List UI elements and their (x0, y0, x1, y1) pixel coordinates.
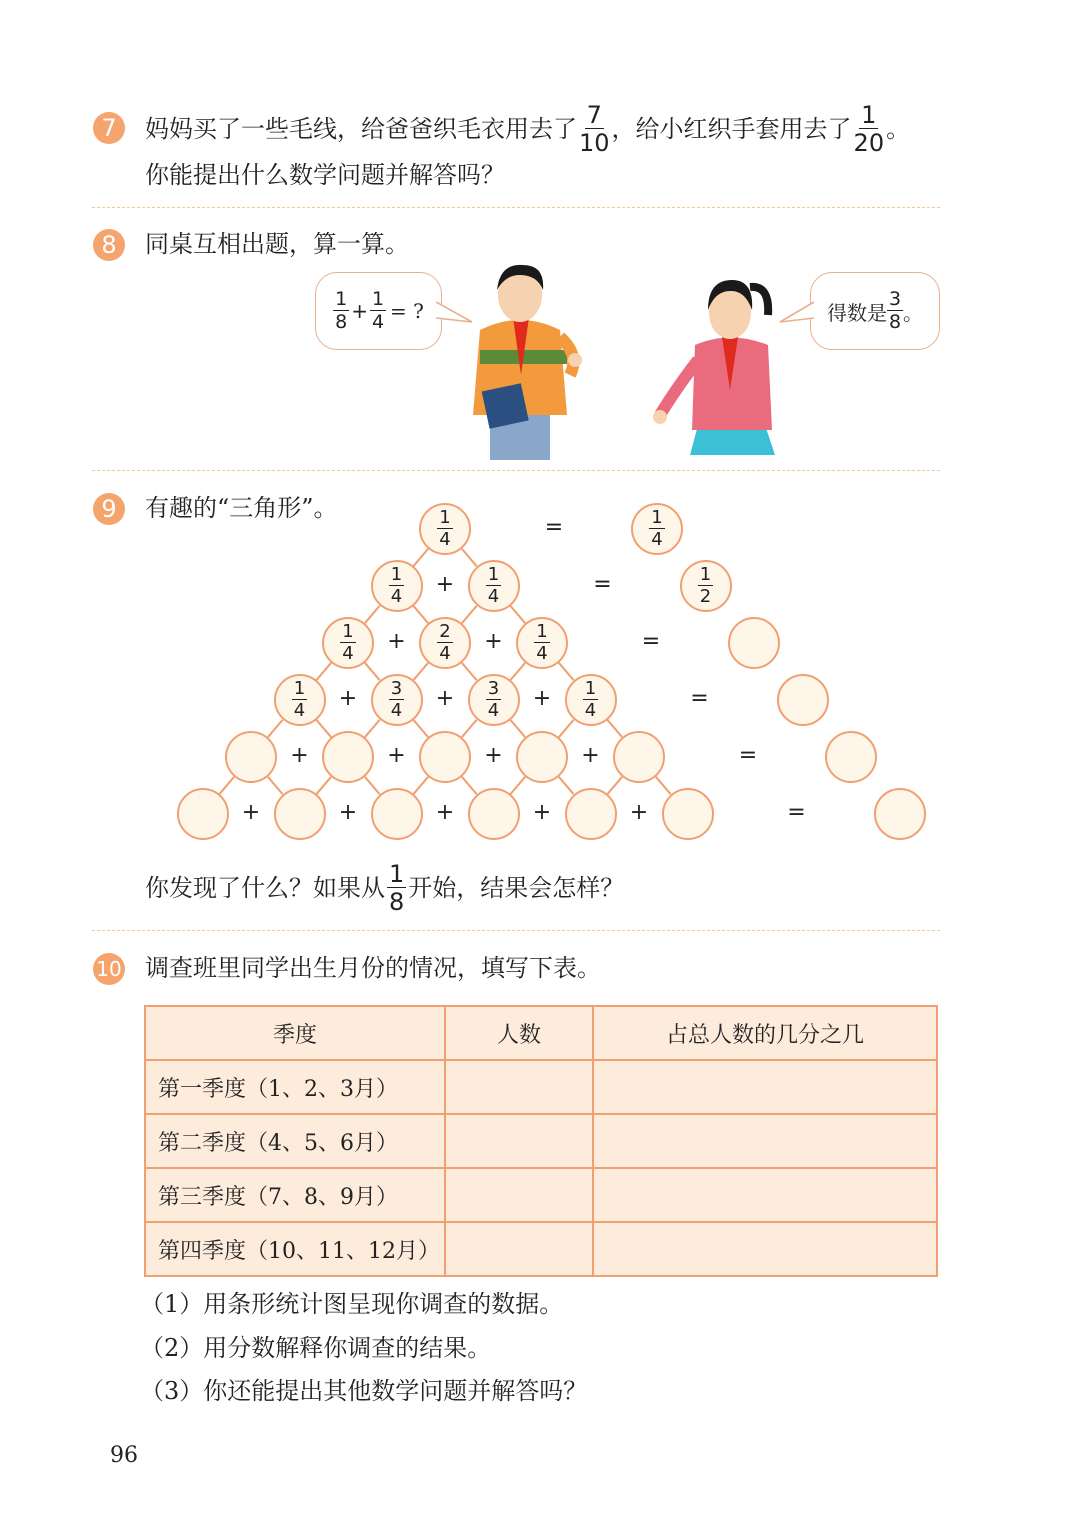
problem-10-badge (93, 953, 125, 985)
connector-line (462, 549, 477, 566)
fraction (486, 680, 501, 720)
problem-number: 7 (101, 114, 117, 142)
denominator: 4 (487, 586, 500, 607)
bubble-text: 得数是 (826, 300, 887, 325)
fraction-circle (468, 560, 520, 612)
fraction (292, 680, 307, 720)
plus-sign: + (290, 743, 309, 768)
numerator: 1 (439, 507, 451, 528)
plus-sign: + (435, 800, 455, 825)
blank-circle[interactable] (662, 788, 714, 840)
bubble-tail-text: 。 (903, 300, 924, 325)
table-row (145, 1060, 937, 1114)
sub-question-3: （3）你还能提出其他数学问题并解答吗？ (140, 1377, 588, 1405)
connector-line (510, 777, 525, 794)
count-input-cell[interactable] (445, 1168, 593, 1222)
fraction-circle (419, 617, 471, 669)
denominator: 4 (536, 643, 548, 664)
connector-line (510, 720, 525, 737)
connector-line (365, 606, 380, 623)
equals-sign: = (641, 629, 661, 654)
fraction-input-cell[interactable] (593, 1222, 937, 1276)
problem-7-text-b: ，给小红织手套用去了 (611, 115, 852, 143)
quarter-label: 第一季度（1、2、3月） (145, 1060, 445, 1114)
connector-line (462, 777, 477, 794)
fraction (486, 566, 501, 606)
connector-line (268, 777, 283, 794)
problem-9-text: 有趣的“三角形”。 (145, 494, 338, 522)
bubble-tail-text: = ? (390, 299, 424, 323)
quarter-label: 第四季度（10、11、12月） (145, 1222, 445, 1276)
sub-question-1: （1）用条形统计图呈现你调查的数据。 (140, 1290, 564, 1318)
table-row (145, 1168, 937, 1222)
connector-line (462, 720, 477, 737)
plus-sign: + (387, 629, 406, 654)
denominator: 4 (584, 700, 597, 721)
fraction (437, 509, 452, 549)
connector-line (219, 777, 234, 794)
fraction (649, 509, 664, 549)
connector-line (607, 777, 622, 794)
fraction-circle (468, 674, 520, 726)
plus-sign: + (532, 800, 552, 825)
connector-line (656, 777, 671, 794)
numerator: 3 (487, 678, 500, 699)
numerator: 1 (487, 564, 500, 585)
problem-9-question (145, 860, 624, 916)
fraction-circle (371, 674, 423, 726)
fraction (389, 566, 404, 606)
numerator: 1 (861, 101, 877, 129)
table-header-cell: 占总人数的几分之几 (593, 1006, 937, 1060)
table-row (145, 1114, 937, 1168)
connector-line (413, 549, 428, 566)
connector-line (316, 720, 331, 737)
quarter-label: 第二季度（4、5、6月） (145, 1114, 445, 1168)
denominator: 4 (439, 643, 451, 664)
connector-line (365, 663, 380, 680)
denominator: 8 (888, 311, 902, 333)
question-text-b: 开始，结果会怎样？ (408, 874, 625, 902)
fraction-1-8 (387, 862, 406, 914)
fraction-circle (419, 503, 471, 555)
blank-result-circle[interactable] (777, 674, 829, 726)
table-header-cell: 季度 (145, 1006, 445, 1060)
problem-8-text: 同桌互相出题，算一算。 (145, 230, 409, 258)
plus-sign: + (435, 686, 455, 711)
sub-question-2: （2）用分数解释你调查的结果。 (140, 1334, 492, 1362)
fraction-circle (322, 617, 374, 669)
blank-circle[interactable] (419, 731, 471, 783)
count-input-cell[interactable] (445, 1222, 593, 1276)
problem-number: 8 (101, 231, 117, 259)
denominator: 4 (651, 529, 663, 550)
denominator: 8 (335, 311, 348, 333)
connector-line (559, 777, 574, 794)
blank-result-circle[interactable] (825, 731, 877, 783)
plus-sign: + (532, 686, 552, 711)
quarter-label: 第三季度（7、8、9月） (145, 1168, 445, 1222)
fraction-circle (371, 560, 423, 612)
plus-sign: + (629, 800, 649, 825)
connector-line (607, 720, 622, 737)
connector-line (413, 606, 428, 623)
blank-result-circle[interactable] (874, 788, 926, 840)
connector-line (413, 663, 428, 680)
fraction-input-cell[interactable] (593, 1114, 937, 1168)
denominator: 4 (439, 529, 451, 550)
denominator: 4 (390, 586, 403, 607)
denominator: 2 (699, 586, 712, 607)
result-circle (631, 503, 683, 555)
blank-circle[interactable] (468, 788, 520, 840)
connector-line (413, 720, 428, 737)
connector-line (413, 777, 428, 794)
fraction (437, 623, 452, 663)
equals-sign: = (787, 800, 806, 825)
result-circle (680, 560, 732, 612)
numerator: 1 (390, 564, 403, 585)
equals-sign: = (690, 686, 709, 711)
blank-circle[interactable] (274, 788, 326, 840)
plus-sign: + (435, 572, 455, 597)
denominator: 10 (579, 129, 610, 157)
plus-sign: + (484, 629, 503, 654)
blank-circle[interactable] (565, 788, 617, 840)
fraction-circle (565, 674, 617, 726)
denominator: 4 (342, 643, 354, 664)
plus-sign: + (484, 743, 503, 768)
problem-10-text: 调查班里同学出生月份的情况，填写下表。 (145, 954, 601, 982)
connector-line (462, 606, 477, 623)
fraction-input-cell[interactable] (593, 1060, 937, 1114)
page-number: 96 (110, 1443, 138, 1468)
connector-line (316, 663, 331, 680)
denominator: 4 (390, 700, 403, 721)
equals-sign: = (593, 572, 612, 597)
connector-line (268, 720, 283, 737)
plus-sign: + (338, 800, 358, 825)
numerator: 1 (293, 678, 306, 699)
numerator: 3 (888, 288, 902, 310)
fraction (698, 566, 713, 606)
denominator: 4 (371, 311, 385, 333)
denominator: 8 (389, 888, 405, 916)
divider (92, 930, 940, 931)
numerator: 1 (699, 564, 712, 585)
numerator: 1 (651, 507, 663, 528)
question-text-a: 你发现了什么？如果从 (145, 874, 385, 902)
denominator: 4 (293, 700, 306, 721)
numerator: 1 (389, 860, 405, 888)
connector-line (365, 777, 380, 794)
numerator: 3 (390, 678, 403, 699)
fraction (534, 623, 549, 663)
denominator: 4 (487, 700, 500, 721)
plus-sign: + (387, 743, 406, 768)
numerator: 2 (439, 621, 451, 642)
numerator: 1 (584, 678, 597, 699)
blank-circle[interactable] (613, 731, 665, 783)
equals-sign: = (738, 743, 758, 768)
numerator: 1 (335, 288, 348, 310)
numerator: 1 (371, 288, 385, 310)
fraction (340, 623, 355, 663)
denominator: 20 (853, 129, 885, 157)
connector-line (559, 720, 574, 737)
fraction-circle (274, 674, 326, 726)
plus-sign: + (351, 299, 368, 323)
connector-line (510, 606, 525, 623)
numerator: 7 (586, 101, 602, 129)
connector-line (462, 663, 477, 680)
plus-sign: + (241, 800, 261, 825)
table-row (145, 1222, 937, 1276)
blank-circle[interactable] (371, 788, 423, 840)
blank-circle[interactable] (177, 788, 229, 840)
fraction-input-cell[interactable] (593, 1168, 937, 1222)
problem-7-line2: 你能提出什么数学问题并解答吗？ (145, 161, 505, 189)
table-header-cell: 人数 (445, 1006, 593, 1060)
problem-7-text-a: 妈妈买了一些毛线，给爸爸织毛衣用去了 (145, 115, 577, 143)
blank-result-circle[interactable] (728, 617, 780, 669)
equals-sign: = (544, 515, 564, 540)
fraction-circle (516, 617, 568, 669)
connector-line (559, 663, 574, 680)
blank-circle[interactable] (225, 731, 277, 783)
blank-circle[interactable] (322, 731, 374, 783)
problem-7-text-c: 。 (886, 115, 911, 143)
blank-circle[interactable] (516, 731, 568, 783)
count-input-cell[interactable] (445, 1060, 593, 1114)
table-header-row (145, 1006, 937, 1060)
connector-line (365, 720, 380, 737)
birth-month-table (144, 1005, 938, 1277)
fraction (389, 680, 404, 720)
connector-line (510, 663, 525, 680)
plus-sign: + (338, 686, 358, 711)
plus-sign: + (581, 743, 600, 768)
fraction (583, 680, 598, 720)
numerator: 1 (536, 621, 548, 642)
problem-number: 10 (96, 957, 122, 981)
count-input-cell[interactable] (445, 1114, 593, 1168)
problem-number: 9 (101, 495, 117, 523)
connector-line (316, 777, 331, 794)
numerator: 1 (342, 621, 354, 642)
